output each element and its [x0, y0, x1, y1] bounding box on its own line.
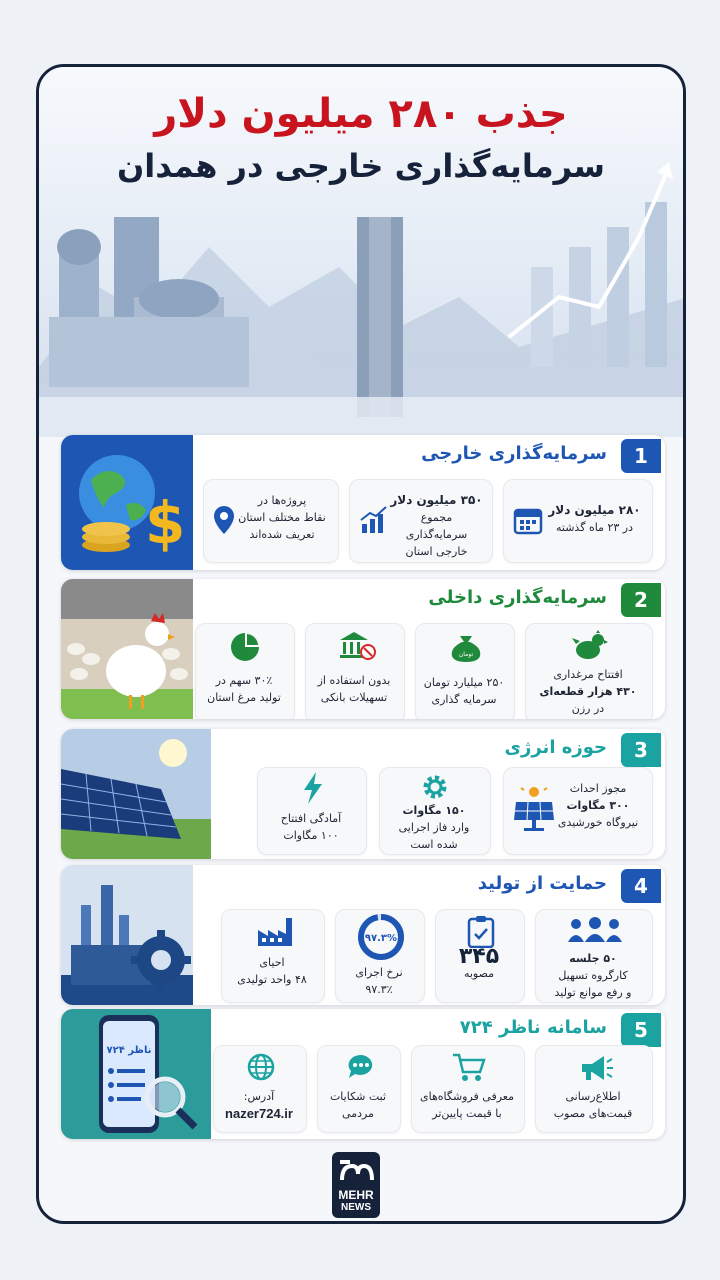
section-domestic-investment [61, 579, 665, 719]
card-30-percent-share [195, 623, 295, 719]
section-3-header [195, 733, 665, 767]
hero-banner [39, 67, 683, 437]
card-line1: احیای [259, 956, 285, 969]
section-4-header [195, 869, 665, 903]
section-number: 1 [621, 439, 661, 473]
section-foreign-investment [61, 435, 665, 570]
card-line1: آمادگی افتتاح [280, 812, 342, 825]
card-350m-dollars [349, 479, 493, 563]
card-line1: ۲۵۰ میلیارد تومان [423, 676, 505, 689]
card-line2: مردمی [342, 1107, 374, 1120]
card-line2: ۱۰۰ مگاوات [283, 829, 339, 842]
team-icon [566, 916, 624, 951]
card-100mw-ready [257, 767, 367, 855]
chart-growth-icon [358, 504, 390, 541]
card-line1: بدون استفاده از [317, 674, 391, 687]
section-title: حمایت از تولید [477, 873, 607, 894]
card-line2: تسهیلات بانکی [320, 691, 388, 704]
section-title: سرمایه‌گذاری خارجی [421, 443, 607, 464]
money-bag-icon [448, 628, 484, 669]
logo-name: MEHR [338, 1188, 374, 1202]
bag-label: تومان [458, 651, 474, 658]
section-energy [61, 729, 665, 859]
calendar-icon [512, 504, 544, 541]
card-line2: ۴۳۰ هزار قطعه‌ای [539, 685, 637, 698]
card-line1: افتتاح مرغداری [553, 668, 623, 681]
card-345-resolutions [435, 909, 525, 1003]
card-line1: مصوبه [463, 967, 495, 980]
card-line2: تولید مرغ استان [207, 691, 281, 704]
section-production-support [61, 865, 665, 1005]
mehr-emblem-icon [332, 1154, 380, 1188]
card-250b-toman [415, 623, 515, 719]
card-line1: ثبت شکایات [329, 1090, 387, 1103]
card-line3: خارجی استان [405, 545, 468, 558]
section-1-cards [205, 479, 653, 563]
card-no-bank-loans [305, 623, 405, 719]
mehr-news-logo [332, 1152, 380, 1218]
card-projects-defined [203, 479, 339, 563]
card-line1: ۳۵۰ میلیون دلار [390, 493, 483, 507]
card-line3: در رزن [571, 702, 605, 715]
card-line1: ۱۵۰ مگاوات [402, 804, 466, 817]
card-price-announcement [535, 1045, 653, 1133]
card-line3: تعریف شده‌اند [249, 528, 315, 541]
section-5-header [195, 1013, 665, 1047]
section-image-globe-coins [61, 435, 193, 570]
chat-bubble-icon [346, 1052, 376, 1087]
card-line1: پروژه‌ها در [257, 494, 307, 507]
factory-icon [256, 916, 296, 953]
shopping-cart-icon [452, 1052, 486, 1087]
logo-sub: NEWS [341, 1202, 371, 1213]
progress-ring-icon [350, 912, 412, 967]
section-title: سرمایه‌گذاری داخلی [428, 587, 607, 608]
section-2-header [195, 583, 665, 617]
card-line2: در ۲۳ ماه گذشته [556, 521, 633, 534]
card-poultry-farm [525, 623, 653, 719]
card-48-units [221, 909, 325, 1003]
section-1-header [195, 439, 665, 473]
lightning-icon [302, 772, 324, 809]
section-number: 5 [621, 1013, 661, 1047]
section-number: 3 [621, 733, 661, 767]
card-line2: نقاط مختلف استان [238, 511, 326, 524]
card-line2: کارگروه تسهیل [558, 969, 628, 982]
title-line1: جذب ۲۸۰ میلیون دلار [154, 91, 568, 137]
bank-no-icon [338, 630, 378, 667]
website-link[interactable]: nazer724.ir [225, 1106, 293, 1121]
card-cheaper-stores [411, 1045, 525, 1133]
megaphone-icon [578, 1054, 614, 1087]
big-number: ۳۴۵ [458, 944, 500, 969]
card-line2: با قیمت پایین‌تر [432, 1107, 502, 1120]
card-line3: شده است [410, 838, 458, 851]
section-2-cards [205, 623, 653, 719]
card-line1: ۲۸۰ میلیون دلار [548, 503, 641, 517]
card-line1: نرخ اجرای [355, 966, 403, 979]
card-complaints [317, 1045, 401, 1133]
svg-text:$: $ [145, 489, 186, 557]
card-300mw-permit [503, 767, 653, 855]
card-line2: مجموع سرمایه‌گذاری [405, 511, 468, 541]
section-image-solar-panels [61, 729, 211, 859]
section-number: 4 [621, 869, 661, 903]
card-line1: مجوز احداث [569, 782, 627, 795]
section-3-cards [225, 767, 653, 855]
section-nazer-724 [61, 1009, 665, 1139]
card-line1: ۵۰ جلسه [569, 952, 617, 965]
card-line1: اطلاع‌رسانی [565, 1090, 621, 1103]
section-image-poultry-farm [61, 579, 193, 719]
section-image-industrial-plant [61, 865, 193, 1005]
card-line2: ۹۷.۳٪ [365, 983, 393, 996]
card-280m-dollars [503, 479, 653, 563]
infographic-frame [36, 64, 686, 1224]
card-line1: معرفی فروشگاه‌های [420, 1090, 514, 1103]
pie-chart-icon [228, 630, 262, 669]
section-5-cards [221, 1045, 653, 1133]
card-line1: آدرس: [243, 1090, 275, 1103]
card-line2: قیمت‌های مصوب [553, 1107, 633, 1120]
card-execution-rate [335, 909, 425, 1003]
card-line1: ۳۰٪ سهم در [215, 674, 273, 687]
phone-label: ناظر ۷۲۴ [106, 1045, 152, 1056]
card-line3: نیروگاه خورشیدی [557, 816, 639, 829]
section-number: 2 [621, 583, 661, 617]
section-image-phone-app [61, 1009, 211, 1139]
section-title: حوزه انرژی [504, 737, 607, 758]
section-title: سامانه ناظر ۷۲۴ [459, 1017, 607, 1038]
chicken-icon [572, 630, 608, 667]
section-4-cards [205, 909, 653, 1003]
globe-icon [246, 1052, 276, 1087]
ring-label: ۹۷.۳% [364, 933, 398, 944]
card-line2: وارد فاز اجرایی [398, 821, 470, 834]
card-line3: و رفع موانع تولید [554, 986, 632, 999]
card-150mw-executive [379, 767, 491, 855]
title-line2: سرمایه‌گذاری خارجی در همدان [116, 147, 606, 185]
card-line2: سرمایه گذاری [431, 693, 497, 706]
card-website [213, 1045, 307, 1133]
card-line2: ۳۰۰ مگاوات [566, 799, 630, 812]
card-line2: ۴۸ واحد تولیدی [237, 973, 307, 986]
card-50-meetings [535, 909, 653, 1003]
